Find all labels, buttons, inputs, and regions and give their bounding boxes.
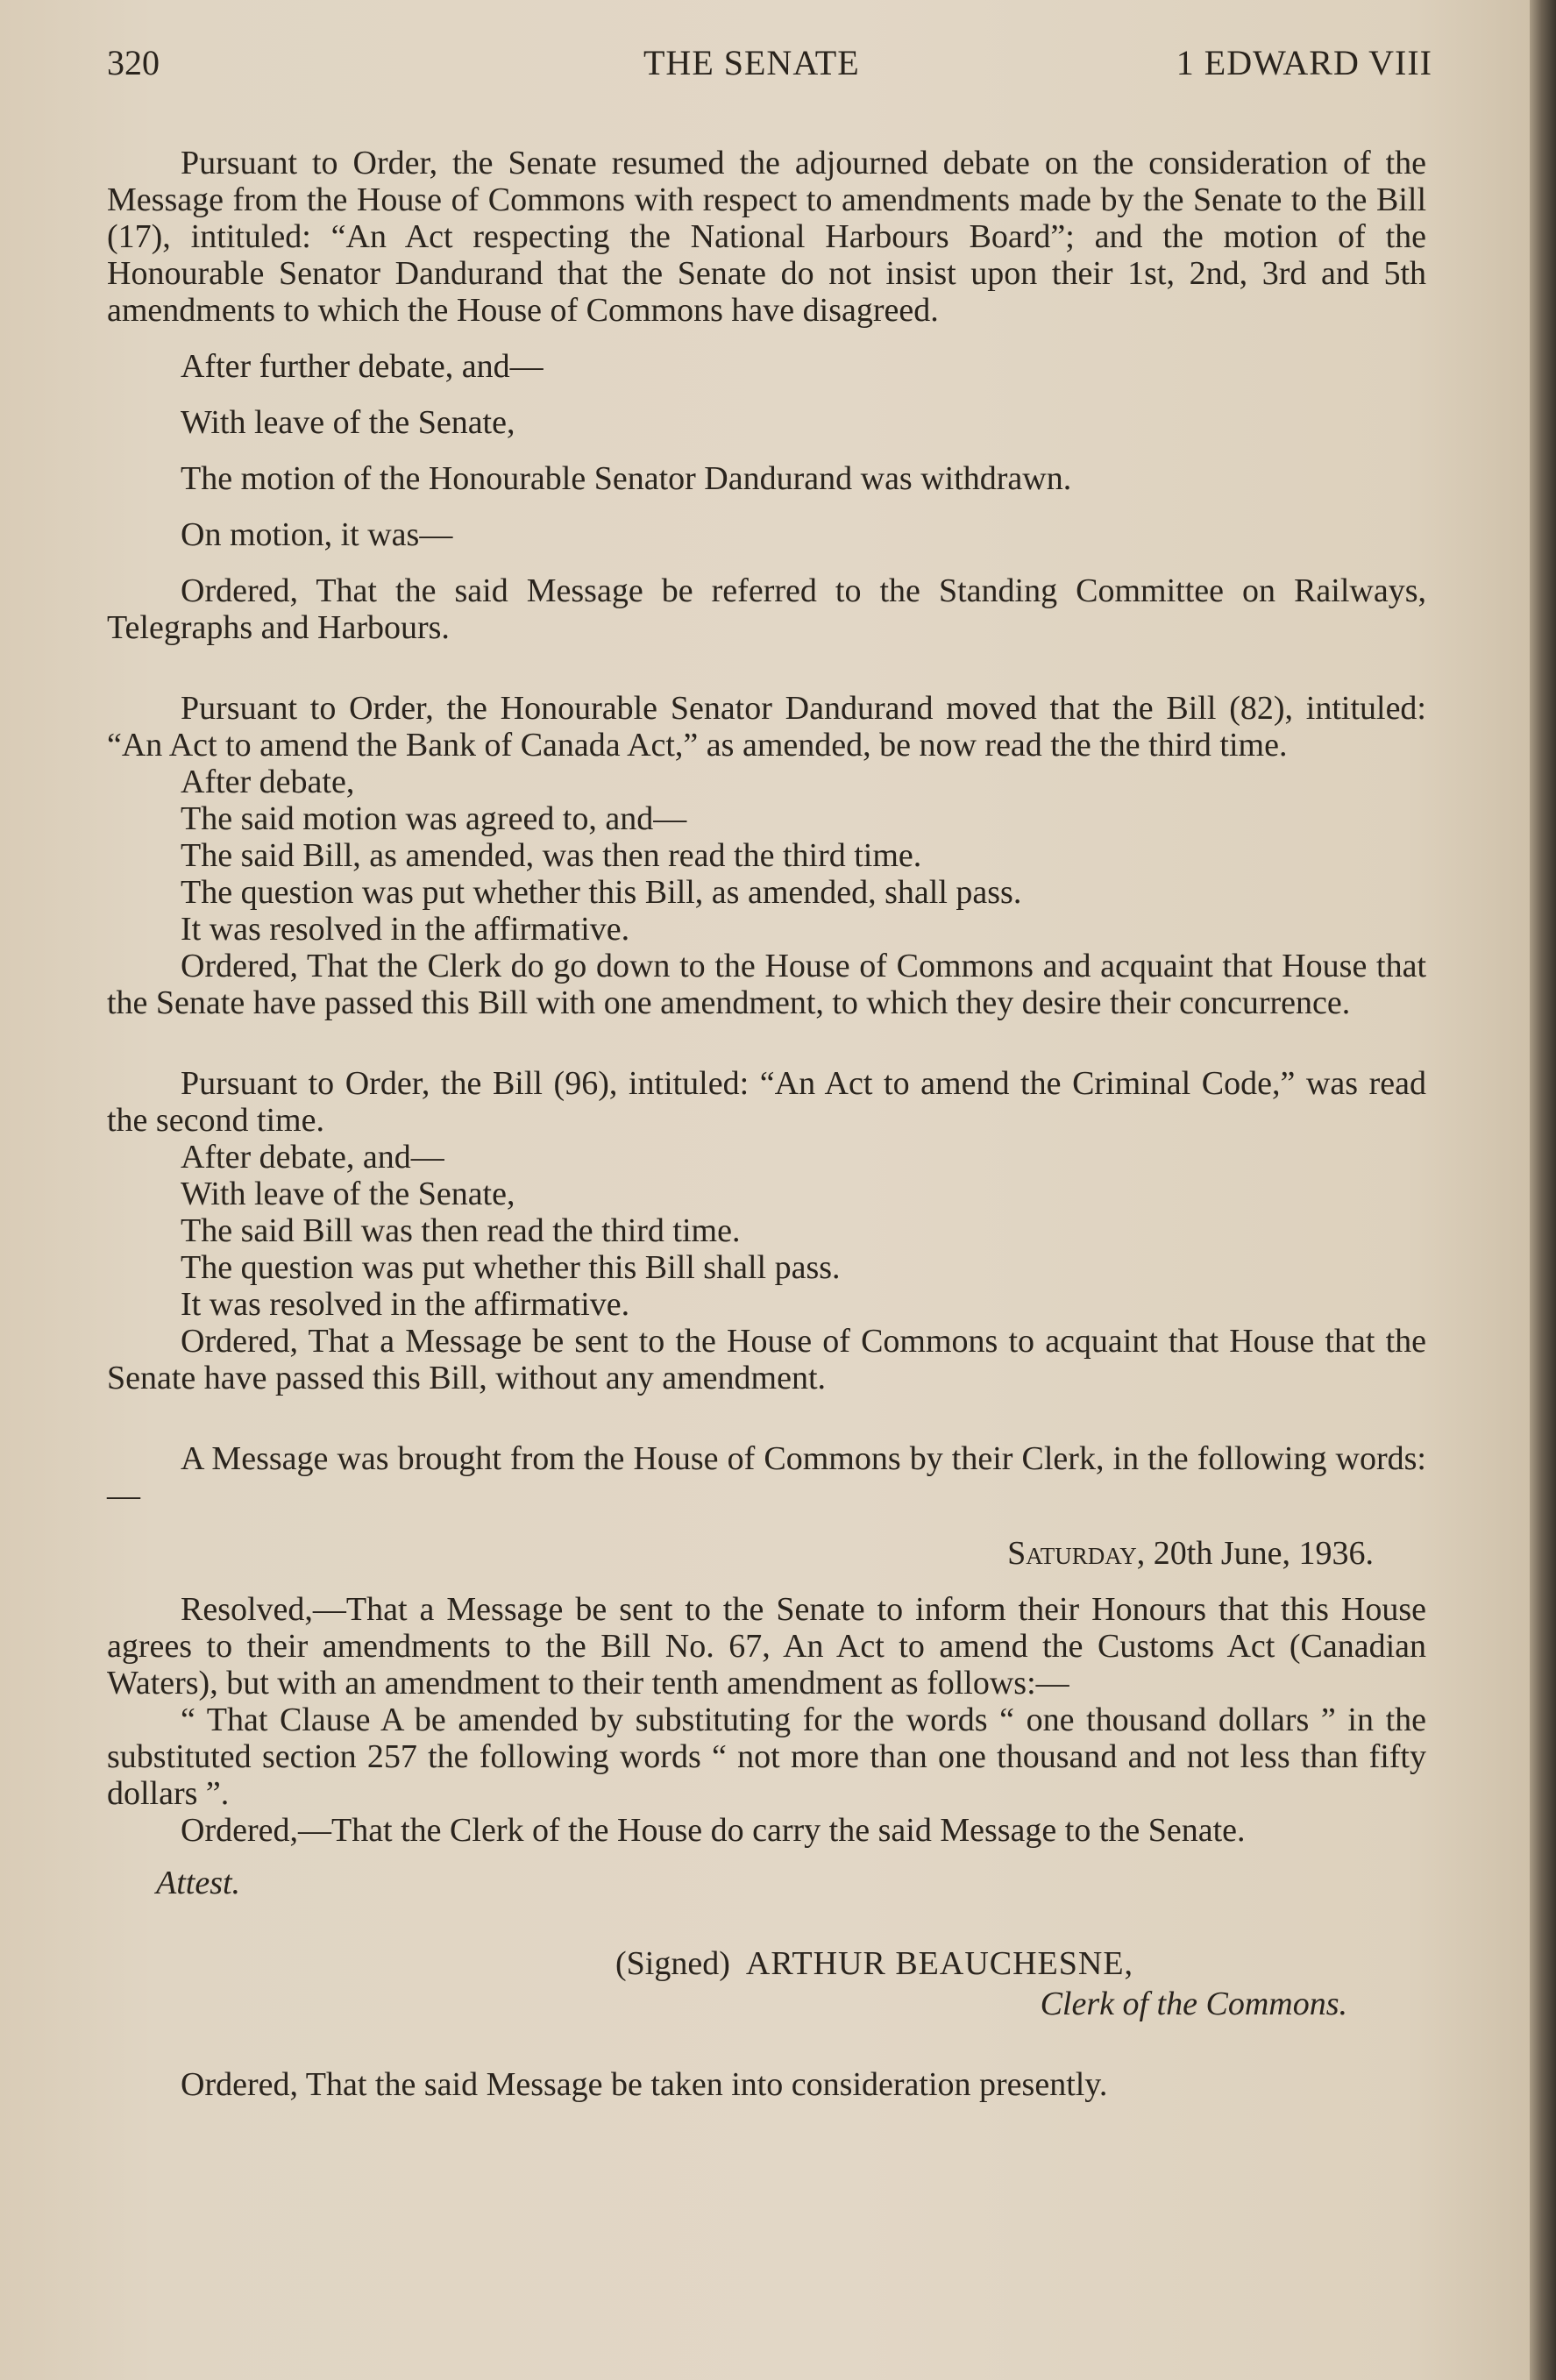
- message-date: [107, 1535, 1374, 1572]
- message-date-rest: , 20th June, 1936.: [1136, 1535, 1374, 1572]
- paragraph-resolved-affirmative: It was resolved in the affirmative.: [181, 911, 630, 948]
- signature-line: [615, 1945, 1426, 1982]
- paragraph-bill-read-third: The said Bill, as amended, was then read the third time.: [181, 837, 922, 874]
- paragraph-on-motion: On motion, it was—: [181, 516, 453, 553]
- paragraph-further-debate: After further debate, and—: [181, 348, 544, 385]
- paragraph-after-debate: After debate,: [181, 764, 355, 800]
- message-date-day: Saturday: [1007, 1535, 1137, 1572]
- paragraph-message-sent: Ordered, That a Message be sent to the House of Commons to acquaint that House that the Senate have passed this Bill, without any amendment.: [107, 1323, 1426, 1396]
- signed-label: (Signed): [615, 1945, 730, 1982]
- paragraph-acquaint-commons: Ordered, That the Clerk do go down to the House of Commons and acquaint that House that the Senate have passed this Bill with one amendment, to which they desire their concurrence.: [107, 948, 1426, 1021]
- paragraph-bill-read-third-2: The said Bill was then read the third time.: [181, 1212, 741, 1249]
- book-spine-shadow: [1530, 0, 1556, 2380]
- message-attest: Attest.: [156, 1865, 241, 1901]
- paragraph-leave: With leave of the Senate,: [181, 404, 515, 441]
- header-reign: 1 EDWARD VIII: [1176, 43, 1432, 82]
- signatory-title: Clerk of the Commons.: [1040, 1986, 1347, 2022]
- page-number: 320: [107, 43, 160, 82]
- paragraph-closing: Ordered, That the said Message be taken into consideration presently.: [181, 2066, 1108, 2103]
- paragraph-resolved-affirmative-2: It was resolved in the affirmative.: [181, 1286, 630, 1323]
- paragraph-message-brought: A Message was brought from the House of Commons by their Clerk, in the following words:—: [107, 1440, 1426, 1514]
- paragraph-after-debate-2: After debate, and—: [181, 1139, 444, 1176]
- message-resolved: Resolved,—That a Message be sent to the Senate to inform their Honours that this House agrees to their amendments to the Bill No. 67, An Act to amend the Customs Act (Canadian Waters), but with an amendment to their tenth amendment as follows:—: [107, 1591, 1426, 1702]
- message-quote: “ That Clause A be amended by substituting for the words “ one thousand dollars ” in the substituted section 257 the following words “ not more than one thousand and not less than fifty dollars ”.: [107, 1702, 1426, 1812]
- paragraph-question-put: The question was put whether this Bill, as amended, shall pass.: [181, 874, 1022, 911]
- header-title: THE SENATE: [643, 43, 860, 82]
- message-ordered: Ordered,—That the Clerk of the House do carry the said Message to the Senate.: [181, 1812, 1246, 1849]
- journal-body: [107, 145, 1426, 2103]
- paragraph-referred-committee: Ordered, That the said Message be referred to the Standing Committee on Railways, Telegraphs and Harbours.: [107, 572, 1426, 646]
- paragraph-bank-of-canada-bill: Pursuant to Order, the Honourable Senator Dandurand moved that the Bill (82), intituled: “An Act to amend the Bank of Canada Act,” as amended, be now read the the third time.: [107, 690, 1426, 764]
- signatory-name: ARTHUR BEAUCHESNE,: [745, 1945, 1134, 1982]
- paragraph-harbours-debate: Pursuant to Order, the Senate resumed the adjourned debate on the consideration of the Message from the House of Commons with respect to amendments made by the Senate to the Bill (17), intituled: “An Act respecting the National Harbours Board”; and the motion of the Honourable Senator Dandurand that the Senate do not insist upon their 1st, 2nd, 3rd and 5th amendments to which the House of Commons have disagreed.: [107, 145, 1426, 329]
- paragraph-motion-agreed: The said motion was agreed to, and—: [181, 800, 687, 837]
- paragraph-motion-withdrawn: The motion of the Honourable Senator Dandurand was withdrawn.: [181, 460, 1072, 497]
- paragraph-criminal-code-bill: Pursuant to Order, the Bill (96), intituled: “An Act to amend the Criminal Code,” was read the second time.: [107, 1065, 1426, 1139]
- running-header: [107, 42, 1432, 103]
- paragraph-leave-2: With leave of the Senate,: [181, 1176, 515, 1212]
- paragraph-question-put-2: The question was put whether this Bill shall pass.: [181, 1249, 841, 1286]
